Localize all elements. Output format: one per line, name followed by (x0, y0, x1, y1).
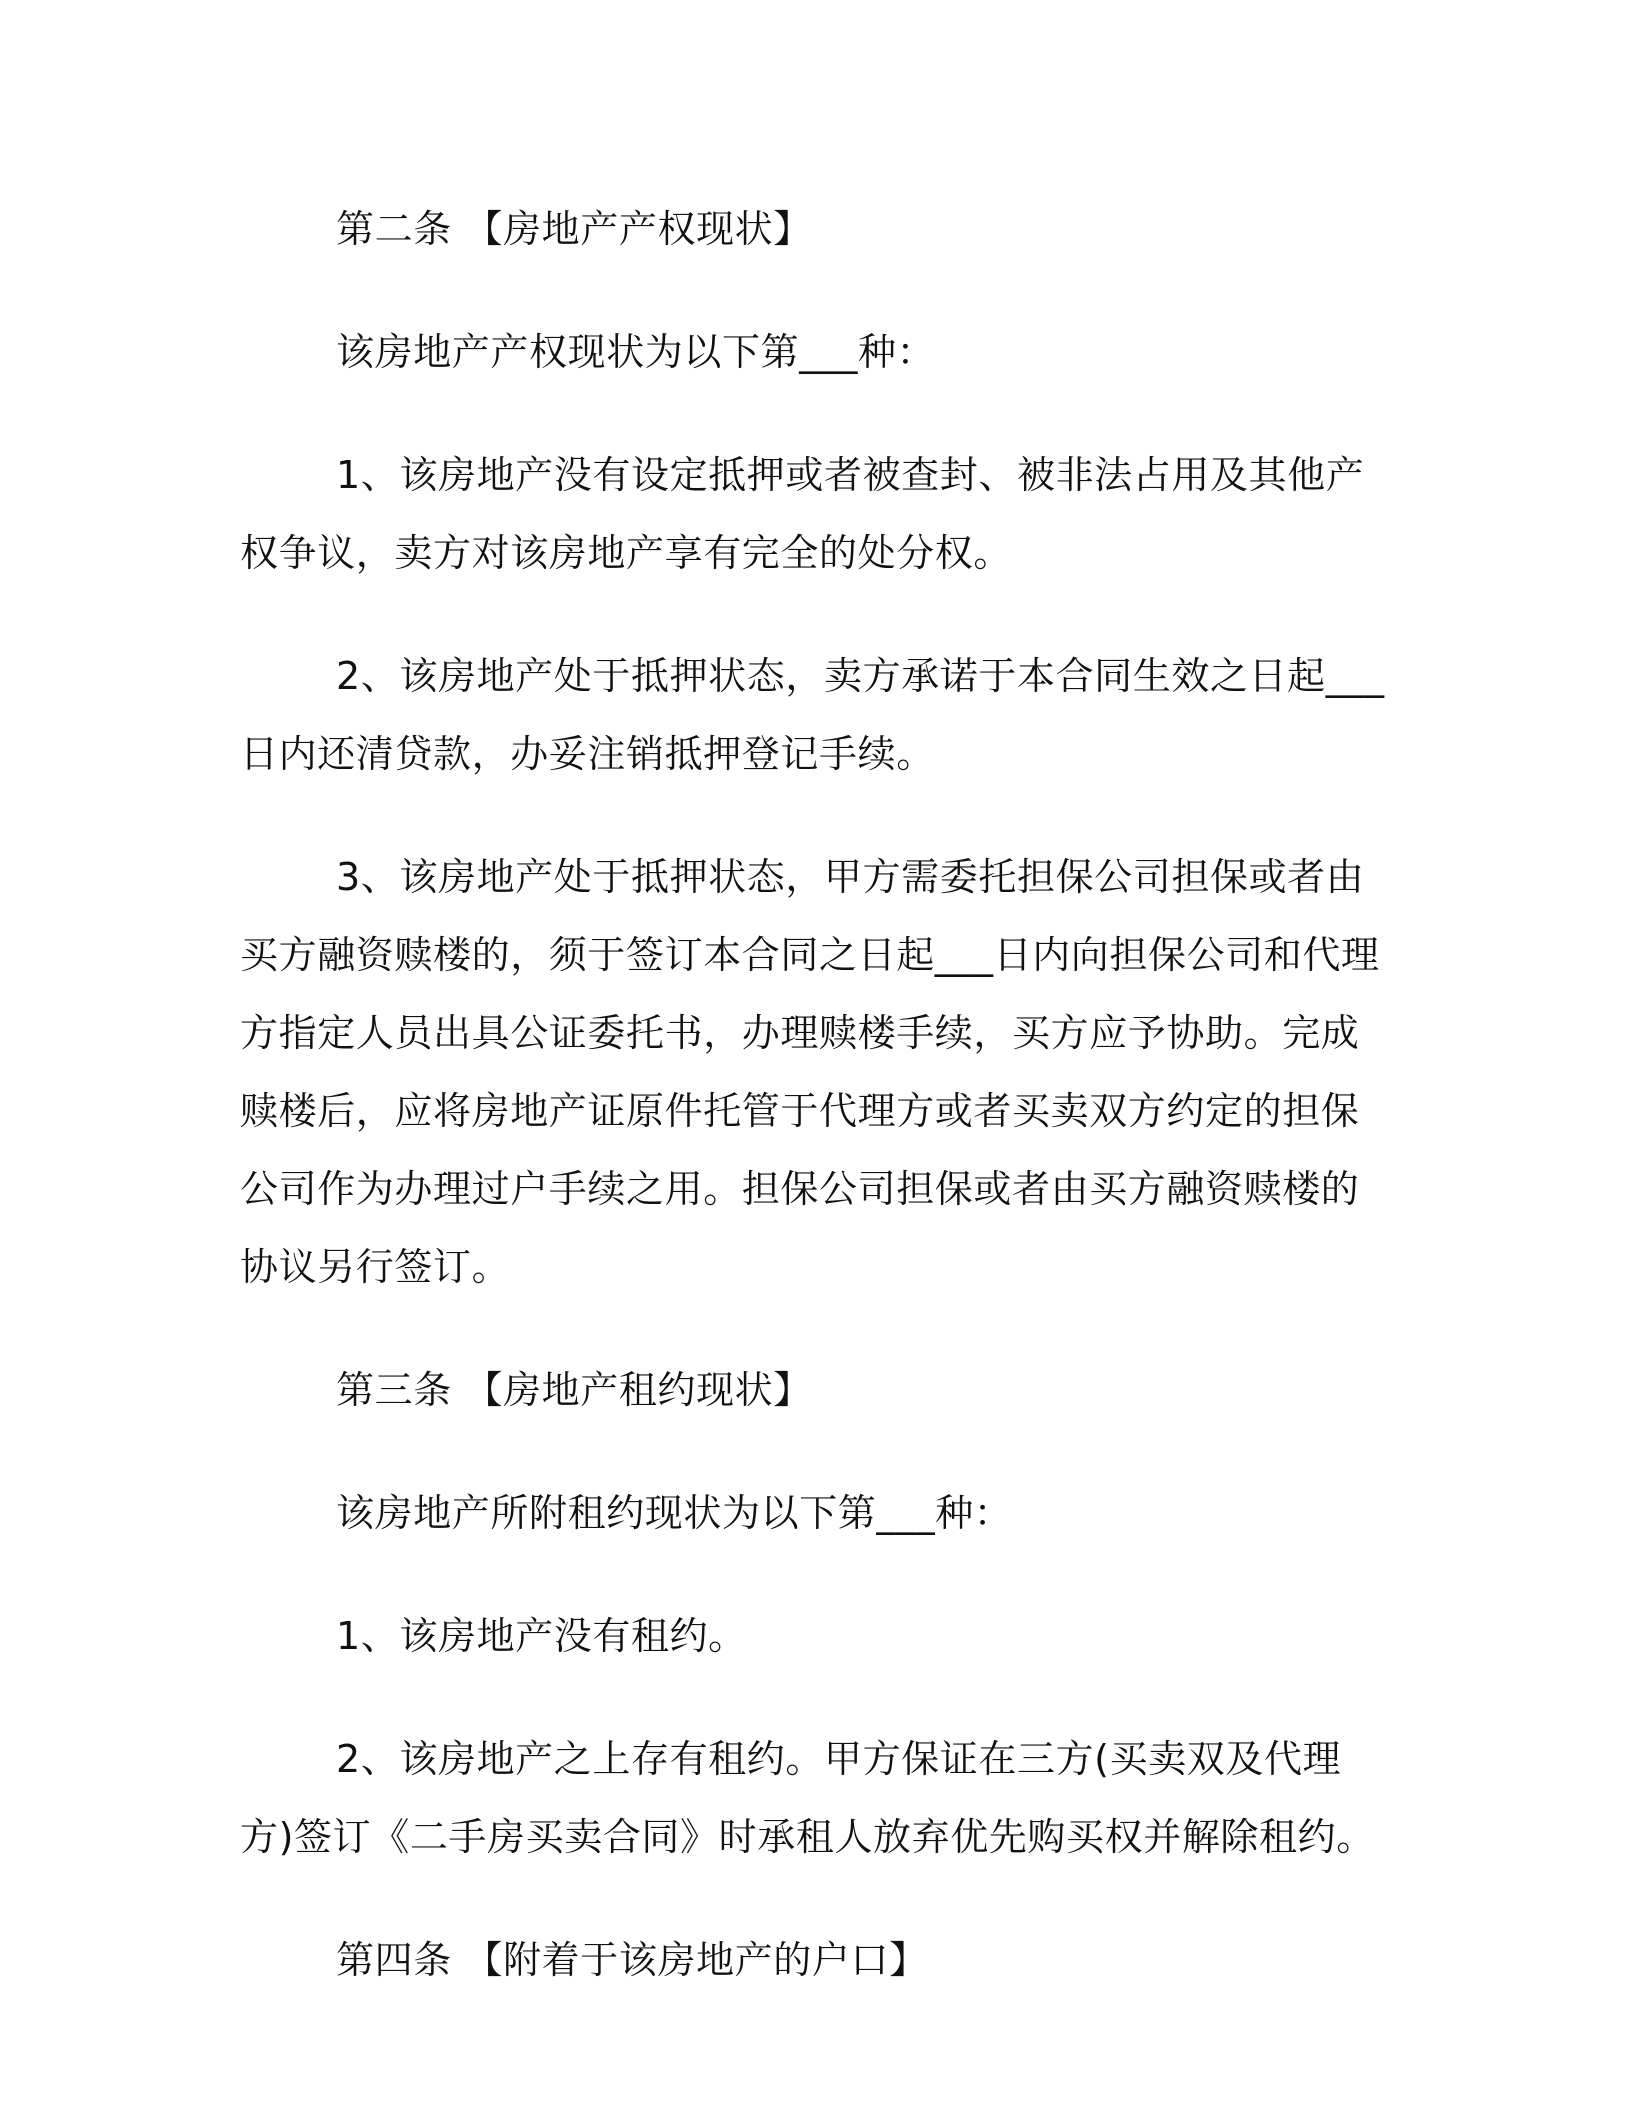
article-2-intro: 该房地产产权现状为以下第___种： (336, 330, 936, 374)
article-2-heading: 第二条 【房地产产权现状】 (336, 207, 812, 251)
article-3-clause-1: 1、该房地产没有租约。 (336, 1614, 747, 1658)
article-3-heading: 第三条 【房地产租约现状】 (336, 1368, 812, 1412)
article-2-clause-2: 2、该房地产处于抵押状态，卖方承诺于本合同生效之日起___日内还清贷款，办妥注销抵押登记手续。 (240, 654, 1385, 776)
article-4-heading: 第四条 【附着于该房地产的户口】 (336, 1938, 928, 1982)
article-3-clause-2: 2、该房地产之上存有租约。甲方保证在三方(买卖双及代理方)签订《二手房买卖合同》时承租人放弃优先购买权并解除租约。 (240, 1737, 1375, 1859)
article-2-clause-3: 3、该房地产处于抵押状态，甲方需委托担保公司担保或者由买方融资赎楼的，须于签订本合同之日起___日内向担保公司和代理方指定人员出具公证委托书，办理赎楼手续，买方应予协助。完成赎楼后，应将房地产证原件托管于代理方或者买卖双方约定的担保公司作为办理过户手续之用。担保公司担保或者由买方融资赎楼的协议另行签订。 (240, 855, 1380, 1289)
document-body (240, 190, 1390, 2044)
article-2-clause-1: 1、该房地产没有设定抵押或者被查封、被非法占用及其他产权争议，卖方对该房地产享有完全的处分权。 (240, 453, 1365, 575)
article-3-intro: 该房地产所附租约现状为以下第___种： (336, 1491, 1013, 1535)
